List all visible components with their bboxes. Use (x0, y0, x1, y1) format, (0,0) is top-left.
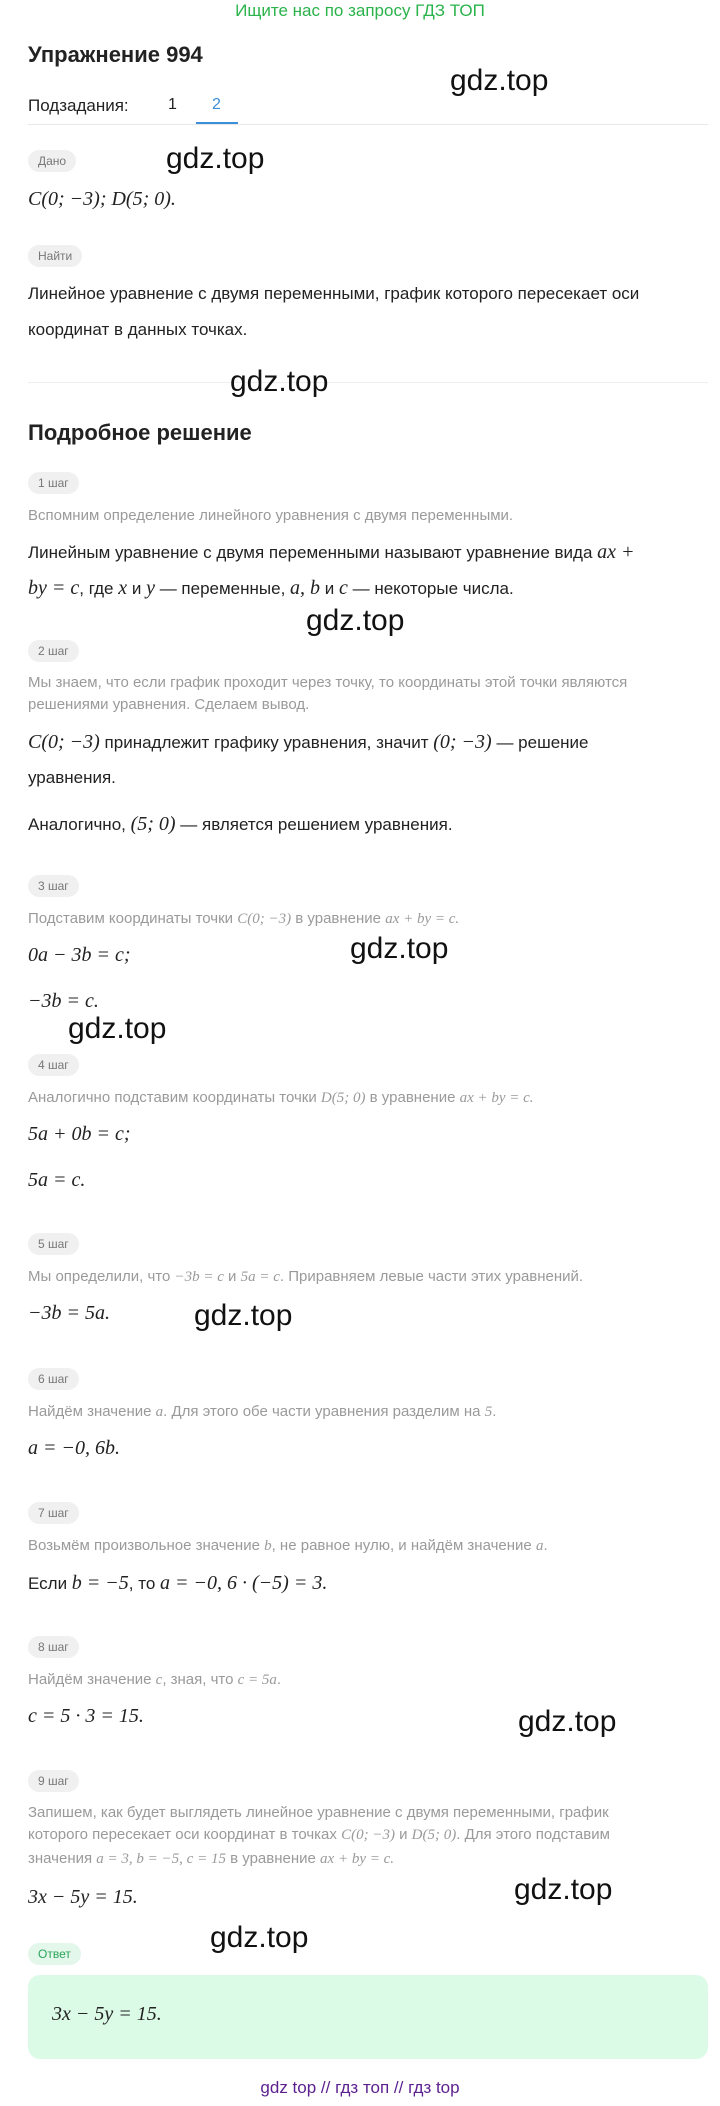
step-4-equation-1: 5a + 0b = c; (28, 1123, 131, 1145)
step-1-chip: 1 шаг (28, 472, 79, 494)
tab-subtask-2[interactable]: 2 (212, 96, 221, 113)
step-9-hint-line1: Запишем, как будет выглядеть линейное уравнение с двумя переменными, график (28, 1804, 609, 1821)
watermark: gdz.top (306, 604, 405, 637)
find-text-line1: Линейное уравнение с двумя переменными, график которого пересекает оси (28, 284, 640, 303)
divider (28, 382, 708, 383)
answer-chip: Ответ (28, 1943, 81, 1965)
step-7-line: Если b = −5, то a = −0, 6 · (−5) = 3. (28, 1572, 328, 1594)
watermark: gdz.top (350, 932, 449, 965)
step-2-line2: уравнения. (28, 768, 116, 787)
step-1-line1: Линейным уравнение с двумя переменными называют уравнение вида ax + (28, 541, 635, 563)
step-5-hint: Мы определили, что −3b = c и 5a = c. Приравняем левые части этих уравнений. (28, 1268, 584, 1285)
step-9-hint-line3: значения a = 3, b = −5, c = 15 в уравнение ax + by = c. (28, 1850, 395, 1867)
page-title: Упражнение 994 (28, 42, 203, 67)
find-chip: Найти (28, 245, 82, 267)
answer-box (28, 1975, 708, 2059)
step-7-hint: Возьмём произвольное значение b, не равное нулю, и найдём значение a. (28, 1537, 548, 1554)
watermark: gdz.top (68, 1012, 167, 1045)
step-2-line3: Аналогично, (5; 0) — является решением уравнения. (28, 813, 453, 835)
answer-expression: 3x − 5y = 15. (52, 2003, 162, 2025)
step-3-equation-1: 0a − 3b = c; (28, 944, 131, 966)
step-3-chip: 3 шаг (28, 875, 79, 897)
step-4-chip: 4 шаг (28, 1054, 79, 1076)
step-7-chip: 7 шаг (28, 1502, 79, 1524)
step-1-line2: by = c, где x и y — переменные, a, b и c — некоторые числа. (28, 577, 514, 599)
step-9-hint-line2: которого пересекает оси координат в точках C(0; −3) и D(5; 0). Для этого подставим (28, 1826, 610, 1843)
watermark: gdz.top (230, 365, 329, 398)
step-6-equation: a = −0, 6b. (28, 1437, 120, 1459)
step-8-chip: 8 шаг (28, 1636, 79, 1658)
solution-title: Подробное решение (28, 420, 252, 445)
subtasks-bar (28, 90, 708, 125)
footer-links[interactable]: gdz top // гдз топ // гдз top (260, 2078, 460, 2097)
active-tab-indicator (196, 122, 238, 124)
step-2-chip: 2 шаг (28, 640, 79, 662)
step-2-line1: C(0; −3) принадлежит графику уравнения, значит (0; −3) — решение (28, 731, 589, 753)
watermark: gdz.top (166, 142, 265, 175)
step-6-hint: Найдём значение a. Для этого обе части уравнения разделим на 5. (28, 1403, 497, 1420)
step-6-chip: 6 шаг (28, 1368, 79, 1390)
watermark: gdz.top (518, 1705, 617, 1738)
step-1-hint: Вспомним определение линейного уравнения с двумя переменными. (28, 507, 514, 524)
step-2-hint-line1: Мы знаем, что если график проходит через точку, то координаты этой точки являются (28, 674, 628, 691)
step-4-hint: Аналогично подставим координаты точки D(5; 0) в уравнение ax + by = c. (28, 1089, 534, 1106)
given-expression: C(0; −3); D(5; 0). (28, 188, 176, 210)
subtasks-label: Подзадания: (28, 96, 129, 115)
step-8-equation: c = 5 · 3 = 15. (28, 1705, 144, 1727)
watermark: gdz.top (210, 1921, 309, 1954)
tab-subtask-1[interactable]: 1 (168, 96, 177, 113)
top-banner[interactable]: Ищите нас по запросу ГДЗ ТОП (235, 1, 485, 20)
step-5-chip: 5 шаг (28, 1233, 79, 1255)
watermark: gdz.top (450, 64, 549, 97)
step-5-equation: −3b = 5a. (28, 1302, 110, 1324)
step-3-equation-2: −3b = c. (28, 990, 99, 1012)
watermark: gdz.top (194, 1299, 293, 1332)
step-9-chip: 9 шаг (28, 1770, 79, 1792)
step-2-hint-line2: решениями уравнения. Сделаем вывод. (28, 696, 310, 713)
watermark: gdz.top (514, 1873, 613, 1906)
step-3-hint: Подставим координаты точки C(0; −3) в уравнение ax + by = c. (28, 910, 460, 927)
find-text-line2: координат в данных точках. (28, 320, 248, 339)
step-9-equation: 3x − 5y = 15. (28, 1886, 138, 1908)
given-chip: Дано (28, 150, 76, 172)
step-4-equation-2: 5a = c. (28, 1169, 86, 1191)
step-8-hint: Найдём значение c, зная, что c = 5a. (28, 1671, 282, 1688)
